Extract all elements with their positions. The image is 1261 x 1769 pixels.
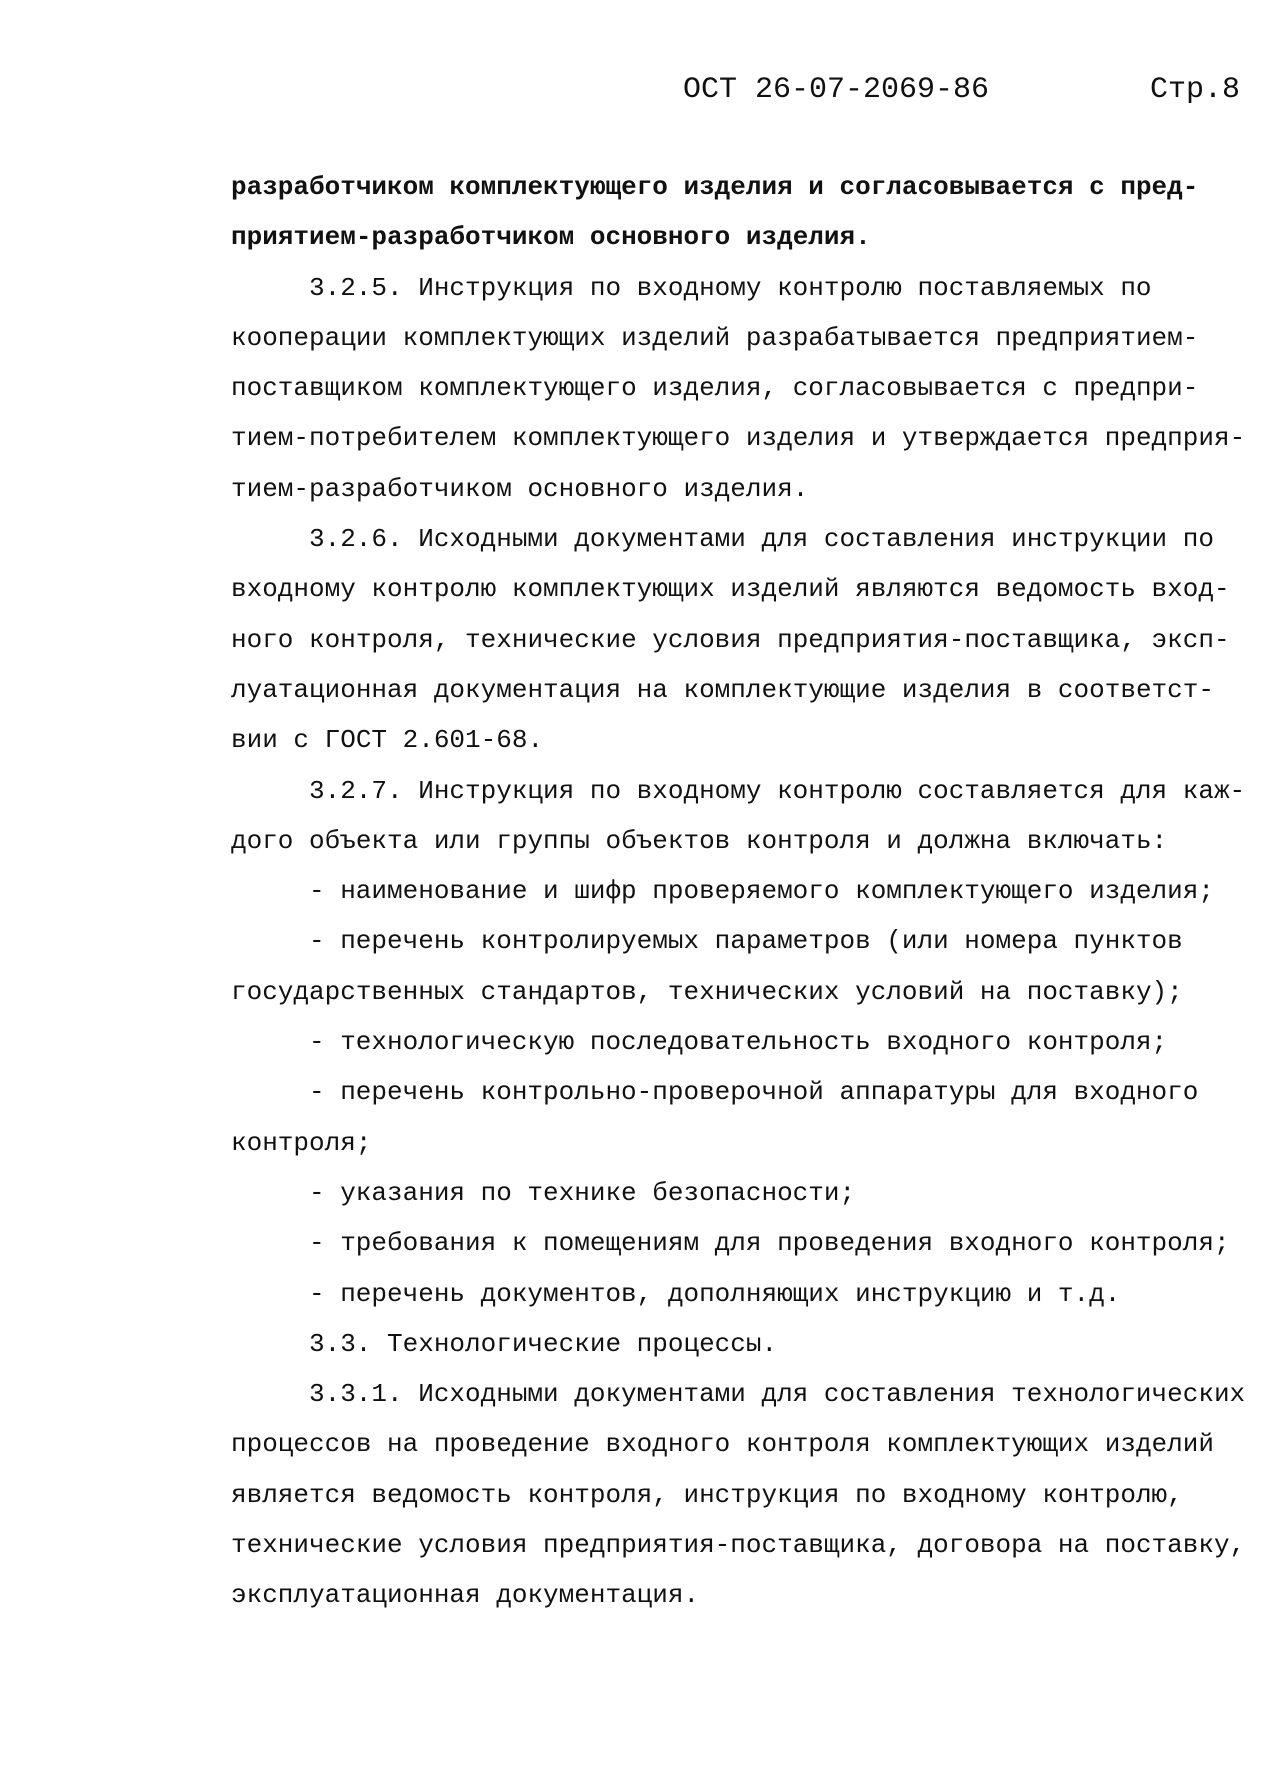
text-line: приятием-разработчиком основного изделия. bbox=[231, 222, 871, 253]
list-item: - технологическую последовательность входного контроля; bbox=[309, 1027, 1168, 1058]
text-line: является ведомость контроля, инструкция по входному контролю, bbox=[231, 1479, 1183, 1510]
section-3-3-heading: 3.3. Технологические процессы. bbox=[309, 1328, 778, 1359]
list-item: - наименование и шифр проверяемого комплектующего изделия; bbox=[309, 876, 1214, 907]
text-line: кооперации комплектующих изделий разрабатывается предприятием- bbox=[231, 322, 1199, 353]
text-line: государственных стандартов, технических условий на поставку); bbox=[231, 976, 1183, 1007]
text-line: эксплуатационная документация. bbox=[231, 1580, 700, 1611]
list-item: - перечень контролируемых параметров (или номера пунктов bbox=[309, 926, 1183, 957]
list-item: - перечень документов, дополняющих инструкцию и т.д. bbox=[309, 1278, 1121, 1309]
list-item: - требования к помещениям для проведения входного контроля; bbox=[309, 1228, 1230, 1259]
text-line: тием-разработчиком основного изделия. bbox=[231, 473, 809, 504]
text-line: ного контроля, технические условия предприятия-поставщика, эксп- bbox=[231, 624, 1230, 655]
list-item: - перечень контрольно-проверочной аппаратуры для входного bbox=[309, 1077, 1199, 1108]
section-3-2-6-heading-line: 3.2.6. Исходными документами для составления инструкции по bbox=[309, 524, 1214, 555]
section-3-2-5-heading-line: 3.2.5. Инструкция по входному контролю поставляемых по bbox=[309, 272, 1152, 303]
text-line: входному контролю комплектующих изделий являются ведомость вход- bbox=[231, 574, 1230, 605]
text-line: технические условия предприятия-поставщика, договора на поставку, bbox=[231, 1530, 1246, 1561]
list-item: - указания по технике безопасности; bbox=[309, 1177, 856, 1208]
text-line: вии с ГОСТ 2.601-68. bbox=[231, 725, 544, 756]
section-3-3-1-heading-line: 3.3.1. Исходными документами для составления технологических bbox=[309, 1379, 1246, 1410]
section-3-2-7-heading-line: 3.2.7. Инструкция по входному контролю составляется для каж- bbox=[309, 775, 1246, 806]
page-number: Стр.8 bbox=[1150, 73, 1241, 107]
body-text bbox=[231, 162, 1251, 1621]
text-line: дого объекта или группы объектов контроля и должна включать: bbox=[231, 825, 1168, 856]
text-line: контроля; bbox=[231, 1127, 372, 1158]
text-line: луатационная документация на комплектующие изделия в соответст- bbox=[231, 674, 1214, 705]
text-line: процессов на проведение входного контроля комплектующих изделий bbox=[231, 1429, 1214, 1460]
text-line: разработчиком комплектующего изделия и согласовывается с пред- bbox=[231, 172, 1199, 202]
document-code: ОСТ 26-07-2069-86 bbox=[683, 73, 990, 107]
text-line: тием-потребителем комплектующего изделия и утверждается предприя- bbox=[231, 423, 1246, 454]
text-line: поставщиком комплектующего изделия, согласовывается с предпри- bbox=[231, 373, 1199, 404]
